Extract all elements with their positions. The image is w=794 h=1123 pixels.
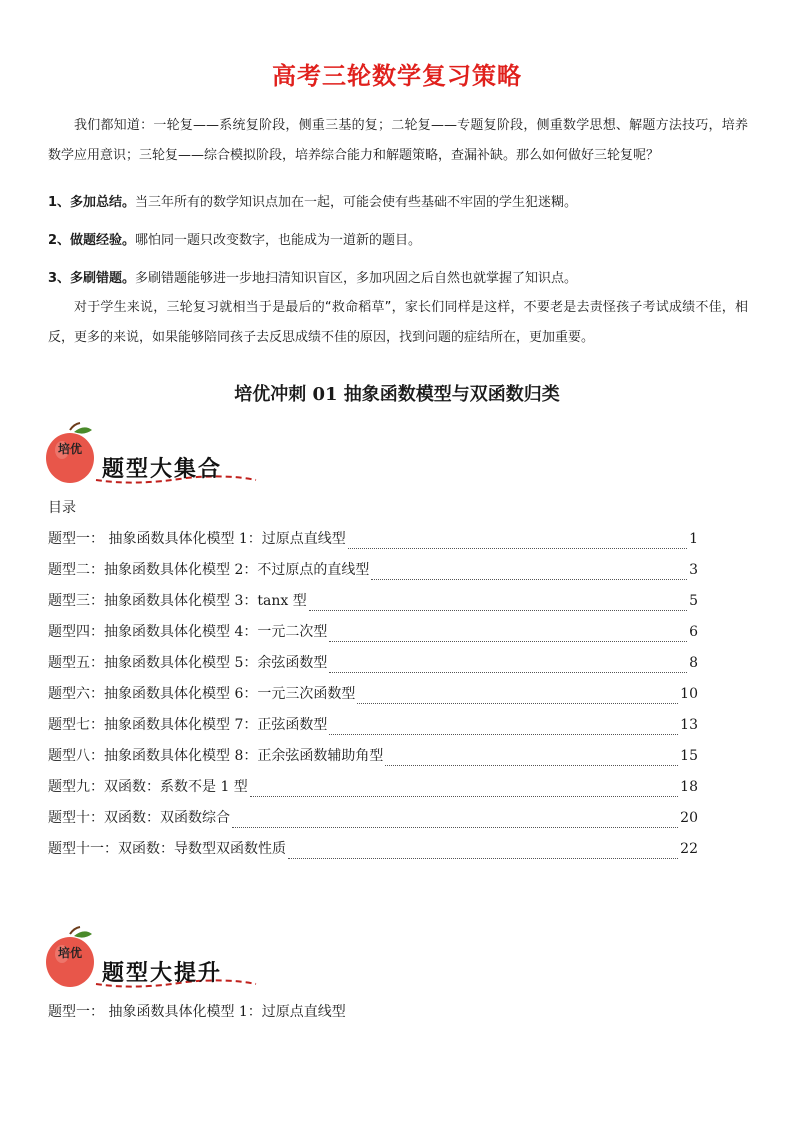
toc-entry[interactable] <box>48 652 698 683</box>
toc-page: 6 <box>689 624 698 640</box>
toc-page: 22 <box>680 841 698 857</box>
toc-leader <box>232 817 678 828</box>
toc-leader <box>329 662 687 673</box>
tip-item <box>48 191 748 210</box>
toc-entry[interactable] <box>48 745 698 776</box>
toc-label: 题型一： 抽象函数具体化模型 1：过原点直线型 <box>48 531 346 547</box>
badge-label: 题型大集合 <box>102 456 223 482</box>
toc-leader <box>288 848 678 859</box>
toc-label: 题型五：抽象函数具体化模型 5：余弦函数型 <box>48 655 328 671</box>
tip-heading: 3、多刷错题。 <box>48 271 136 286</box>
toc-entry[interactable] <box>48 776 698 807</box>
toc-page: 3 <box>689 562 698 578</box>
toc-leader <box>250 786 678 797</box>
toc-heading: 目录 <box>48 500 76 516</box>
toc-label: 题型十：双函数：双函数综合 <box>48 810 230 826</box>
toc-entry[interactable] <box>48 528 698 559</box>
toc-page: 10 <box>680 686 698 702</box>
toc-leader <box>329 724 678 735</box>
toc-label: 题型四：抽象函数具体化模型 4：一元二次型 <box>48 624 328 640</box>
first-section-heading: 题型一： 抽象函数具体化模型 1：过原点直线型 <box>48 1004 346 1020</box>
toc-entry[interactable] <box>48 807 698 838</box>
tip-text: 哪怕同一题只改变数字，也能成为一道新的题目。 <box>135 233 422 248</box>
section-badge <box>44 926 264 992</box>
toc-label: 题型三：抽象函数具体化模型 3：tanx 型 <box>48 593 307 609</box>
toc-entry[interactable] <box>48 590 698 621</box>
toc-page: 13 <box>680 717 698 733</box>
badge-apple-label: 培优 <box>57 442 82 456</box>
tip-heading: 2、做题经验。 <box>48 233 136 248</box>
toc-entry[interactable] <box>48 838 698 869</box>
page-title: 高考三轮数学复习策略 <box>272 62 522 90</box>
toc-leader <box>385 755 678 766</box>
toc-label: 题型九：双函数：系数不是 1 型 <box>48 779 248 795</box>
toc-label: 题型七：抽象函数具体化模型 7：正弦函数型 <box>48 717 328 733</box>
toc-page: 8 <box>689 655 698 671</box>
table-of-contents <box>48 528 698 869</box>
tip-heading: 1、多加总结。 <box>48 195 136 210</box>
section-badge <box>44 422 264 488</box>
toc-label: 题型六：抽象函数具体化模型 6：一元三次函数型 <box>48 686 356 702</box>
toc-label: 题型十一：双函数：导数型双函数性质 <box>48 841 286 857</box>
tip-text: 当三年所有的数学知识点加在一起，可能会使有些基础不牢固的学生犯迷糊。 <box>135 195 578 210</box>
toc-page: 5 <box>689 593 698 609</box>
toc-entry[interactable] <box>48 559 698 590</box>
tip-text: 多刷错题能够进一步地扫清知识盲区，多加巩固之后自然也就掌握了知识点。 <box>135 271 578 286</box>
tip-item <box>48 229 748 248</box>
tip-item <box>48 267 748 286</box>
toc-leader <box>329 631 687 642</box>
toc-page: 1 <box>689 531 698 547</box>
toc-entry[interactable] <box>48 621 698 652</box>
toc-entry[interactable] <box>48 683 698 714</box>
toc-page: 20 <box>680 810 698 826</box>
toc-leader <box>348 538 687 549</box>
toc-page: 18 <box>680 779 698 795</box>
closing-paragraph: 对于学生来说，三轮复习就相当于是最后的“救命稻草”，家长们同样是这样，不要老是去责怪孩子考试成绩不佳，相反，更多的来说，如果能够陪同孩子去反思成绩不佳的原因，找到问题的症结所在，更加重要。 <box>48 300 748 345</box>
toc-label: 题型二：抽象函数具体化模型 2：不过原点的直线型 <box>48 562 370 578</box>
toc-leader <box>309 600 687 611</box>
badge-label: 题型大提升 <box>102 960 223 986</box>
toc-page: 15 <box>680 748 698 764</box>
section-title: 培优冲刺 01 抽象函数模型与双函数归类 <box>234 384 560 405</box>
toc-leader <box>357 693 678 704</box>
toc-entry[interactable] <box>48 714 698 745</box>
intro-paragraph: 我们都知道：一轮复——系统复阶段，侧重三基的复；二轮复——专题复阶段，侧重数学思想、解题方法技巧，培养数学应用意识；三轮复——综合模拟阶段，培养综合能力和解题策略，查漏补缺。那么如何做好三轮复呢？ <box>48 118 748 163</box>
toc-label: 题型八：抽象函数具体化模型 8：正余弦函数辅助角型 <box>48 748 384 764</box>
badge-apple-label: 培优 <box>57 946 82 960</box>
toc-leader <box>371 569 687 580</box>
